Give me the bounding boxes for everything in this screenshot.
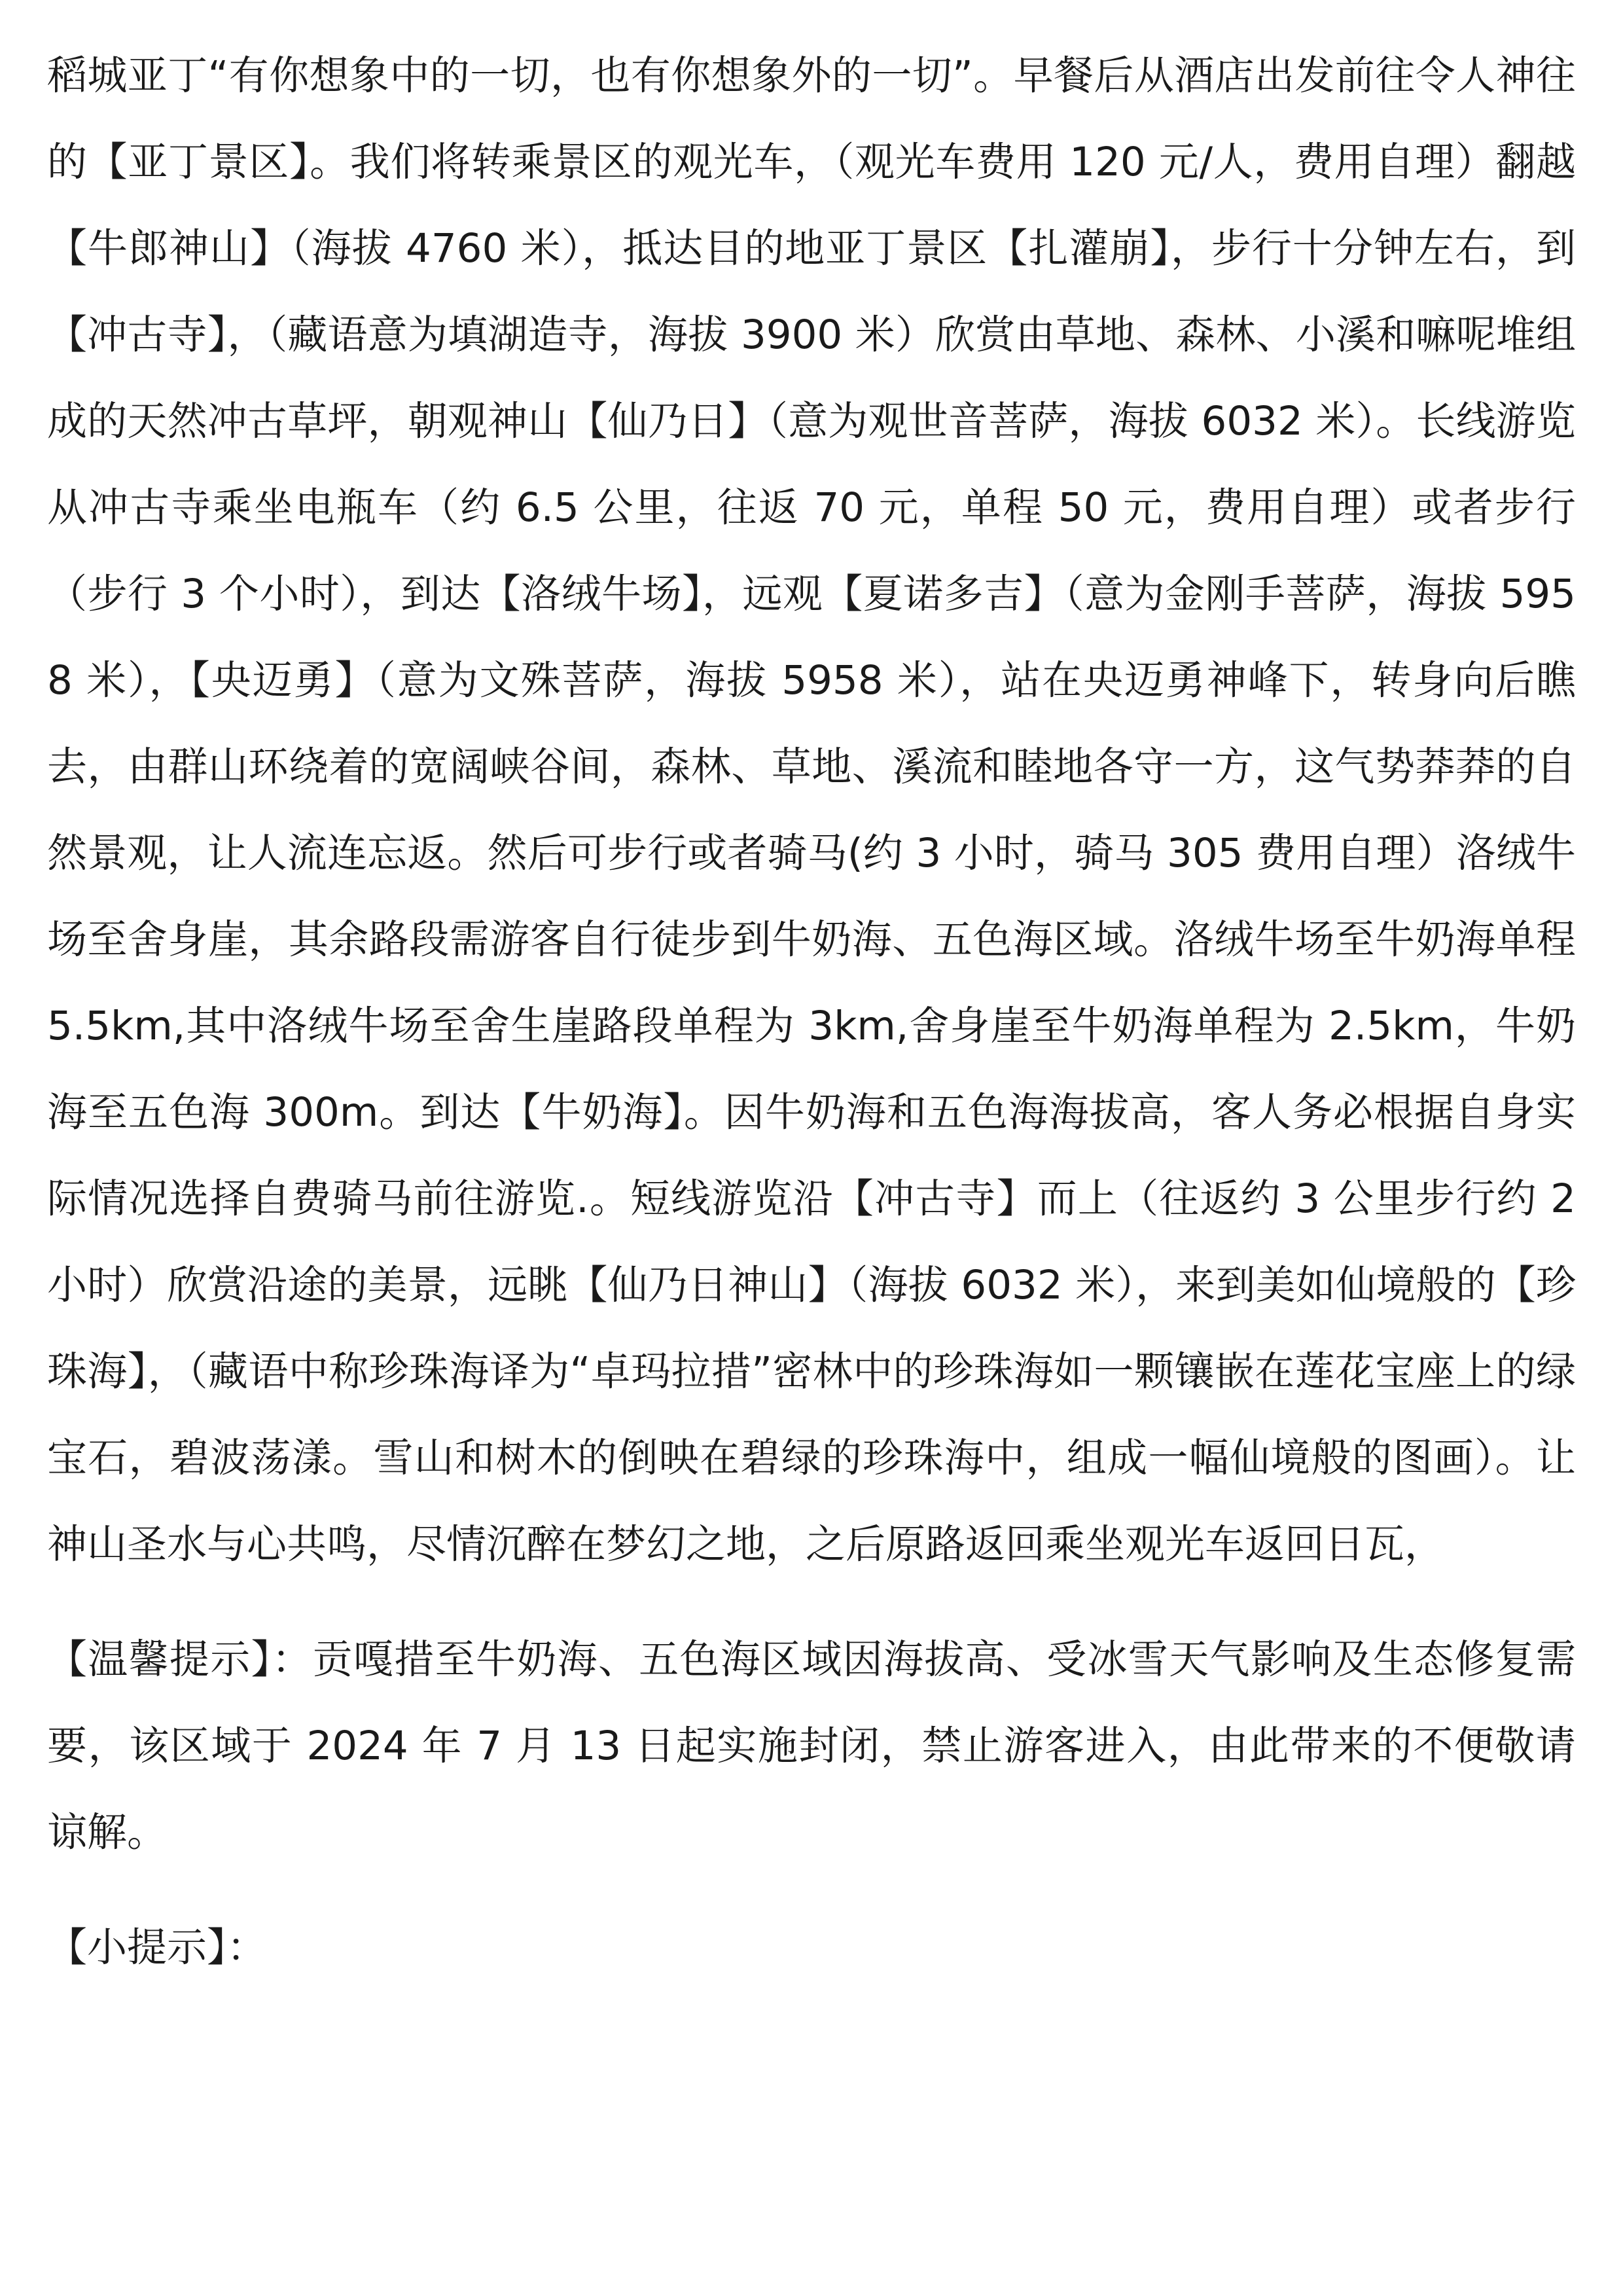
warm-reminder-paragraph: 【温馨提示】：贡嘎措至牛奶海、五色海区域因海拔高、受冰雪天气影响及生态修复需要，该区域于 2024 年 7 月 13 日起实施封闭，禁止游客进入，由此带来的不便敬请谅解。 (47, 1636, 1576, 1856)
small-tip-heading: 【小提示】： (47, 1924, 267, 1971)
itinerary-paragraph: 稻城亚丁“有你想象中的一切，也有你想象外的一切”。早餐后从酒店出发前往令人神往的【亚丁景区】。我们将转乘景区的观光车，（观光车费用 120 元/人，费用自理）翻越【牛郎神山】（海拔 4760 米），抵达目的地亚丁景区【扎灌崩】，步行十分钟左右，到【冲古寺】，（藏语意为填湖造寺，海拔 3900 米）欣赏由草地、森林、小溪和嘛呢堆组成的天然冲古草坪，朝观神山【仙乃日】（意为观世音菩萨，海拔 6032 米）。长线游览从冲古寺乘坐电瓶车（约 6.5 公里，往返 70 元，单程 50 元，费用自理）或者步行（步行 3 个小时），到达【洛绒牛场】，远观【夏诺多吉】（意为金刚手菩萨，海拔 5958 米），【央迈勇】（意为文殊菩萨，海拔 5958 米），站在央迈勇神峰下，转身向后瞧去，由群山环绕着的宽阔峡谷间，森林、草地、溪流和睦地各守一方，这气势莽莽的自然景观，让人流连忘返。然后可步行或者骑马(约 3 小时，骑马 305 费用自理）洛绒牛场至舍身崖，其余路段需游客自行徒步到牛奶海、五色海区域。洛绒牛场至牛奶海单程 5.5km,其中洛绒牛场至舍生崖路段单程为 3km,舍身崖至牛奶海单程为 2.5km，牛奶海至五色海 300m。到达【牛奶海】。因牛奶海和五色海海拔高，客人务必根据自身实际情况选择自费骑马前往游览.。短线游览沿【冲古寺】而上（往返约 3 公里步行约 2 小时）欣赏沿途的美景，远眺【仙乃日神山】（海拔 6032 米），来到美如仙境般的【珍珠海】，（藏语中称珍珠海译为“卓玛拉措”密林中的珍珠海如一颗镶嵌在莲花宝座上的绿宝石，碧波荡漾。雪山和树木的倒映在碧绿的珍珠海中，组成一幅仙境般的图画）。让神山圣水与心共鸣，尽情沉醉在梦幻之地，之后原路返回乘坐观光车返回日瓦， (47, 52, 1576, 1568)
